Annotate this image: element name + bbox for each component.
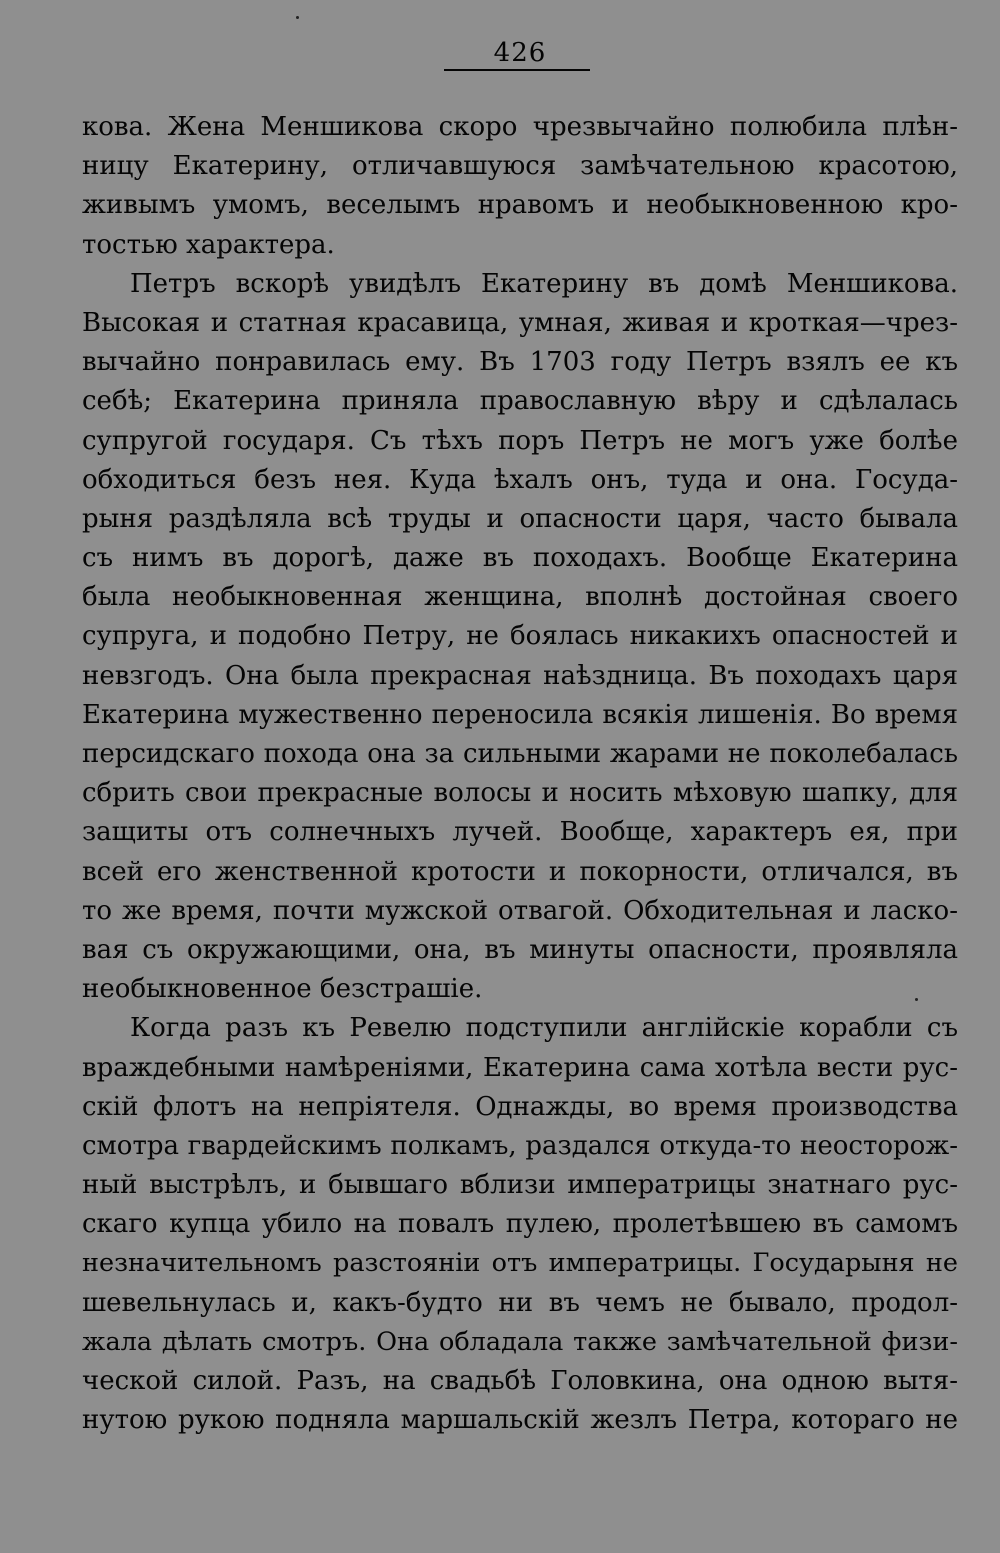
- text-line: жала дѣлать смотръ. Она обладала также замѣчательной физи-: [82, 1326, 958, 1357]
- text-line: ный выстрѣлъ, и бывшаго вблизи императрицы знатнаго рус-: [82, 1170, 958, 1201]
- body-text: [82, 108, 958, 1440]
- text-line: супруга, и подобно Петру, не боялась никакихъ опасностей и: [82, 621, 958, 652]
- text-line: ческой силой. Разъ, на свадьбѣ Головкина, она одною вытя-: [82, 1366, 958, 1396]
- text-line: скій флотъ на непріятеля. Однажды, во время производства: [82, 1091, 958, 1122]
- text-line: смотра гвардейскимъ полкамъ, раздался откуда-то неосторож-: [82, 1130, 958, 1161]
- header-rule: [444, 69, 590, 71]
- text-line: рыня раздѣляла всѣ труды и опасности царя, часто бывала: [82, 503, 958, 534]
- text-line: Екатерина мужественно переносила всякія лишенія. Во время: [82, 699, 958, 730]
- text-line: Когда разъ къ Ревелю подступили англійскіе корабли съ: [130, 1013, 958, 1044]
- text-line: Высокая и статная красавица, умная, живая и кроткая—чрез-: [82, 307, 958, 338]
- page-number: 426: [493, 38, 547, 68]
- text-line: необыкновенное безстрашіе.: [82, 974, 483, 1005]
- text-line: незначительномъ разстояніи отъ императрицы. Государыня не: [82, 1248, 958, 1279]
- speck-mark: [296, 16, 299, 19]
- text-line: невзгодъ. Она была прекрасная наѣздница. Въ походахъ царя: [82, 660, 958, 691]
- text-line: шевельнулась и, какъ-будто ни въ чемъ не бывало, продол-: [82, 1287, 958, 1318]
- text-line: персидскаго похода она за сильными жарами не поколебалась: [82, 739, 958, 769]
- text-line: скаго купца убило на повалъ пулею, пролетѣвшею въ самомъ: [82, 1209, 958, 1240]
- speck-mark: [915, 998, 918, 1001]
- text-line: ницу Екатерину, отличавшуюся замѣчательною красотою,: [82, 151, 958, 182]
- text-line: защиты отъ солнечныхъ лучей. Вообще, характеръ ея, при: [82, 817, 958, 848]
- text-line: тостью характера.: [82, 229, 335, 260]
- text-line: нутою рукою подняла маршальскій жезлъ Петра, котораго не: [82, 1405, 958, 1436]
- text-line: себѣ; Екатерина приняла православную вѣру и сдѣлалась: [82, 386, 958, 417]
- text-line: враждебными намѣреніями, Екатерина сама хотѣла вести рус-: [82, 1052, 958, 1083]
- text-line: обходиться безъ нея. Куда ѣхалъ онъ, туда и она. Госуда-: [82, 464, 958, 495]
- text-line: всей его женственной кротости и покорности, отличался, въ: [82, 856, 958, 887]
- text-line: вычайно понравилась ему. Въ 1703 году Петръ взялъ ее къ: [82, 347, 958, 378]
- text-line: Петръ вскорѣ увидѣлъ Екатерину въ домѣ Меншикова.: [130, 268, 958, 299]
- text-line: сбрить свои прекрасные волосы и носить мѣховую шапку, для: [82, 778, 958, 809]
- text-line: кова. Жена Меншикова скоро чрезвычайно полюбила плѣн-: [82, 112, 958, 142]
- text-line: съ нимъ въ дорогѣ, даже въ походахъ. Вообще Екатерина: [82, 543, 958, 574]
- text-line: была необыкновенная женщина, вполнѣ достойная своего: [82, 582, 958, 613]
- text-line: супругой государя. Съ тѣхъ поръ Петръ не могъ уже болѣе: [82, 425, 958, 456]
- text-line: живымъ умомъ, веселымъ нравомъ и необыкновенною кро-: [82, 190, 958, 221]
- text-line: вая съ окружающими, она, въ минуты опасности, проявляла: [82, 934, 958, 965]
- text-line: то же время, почти мужской отвагой. Обходительная и ласко-: [82, 895, 958, 926]
